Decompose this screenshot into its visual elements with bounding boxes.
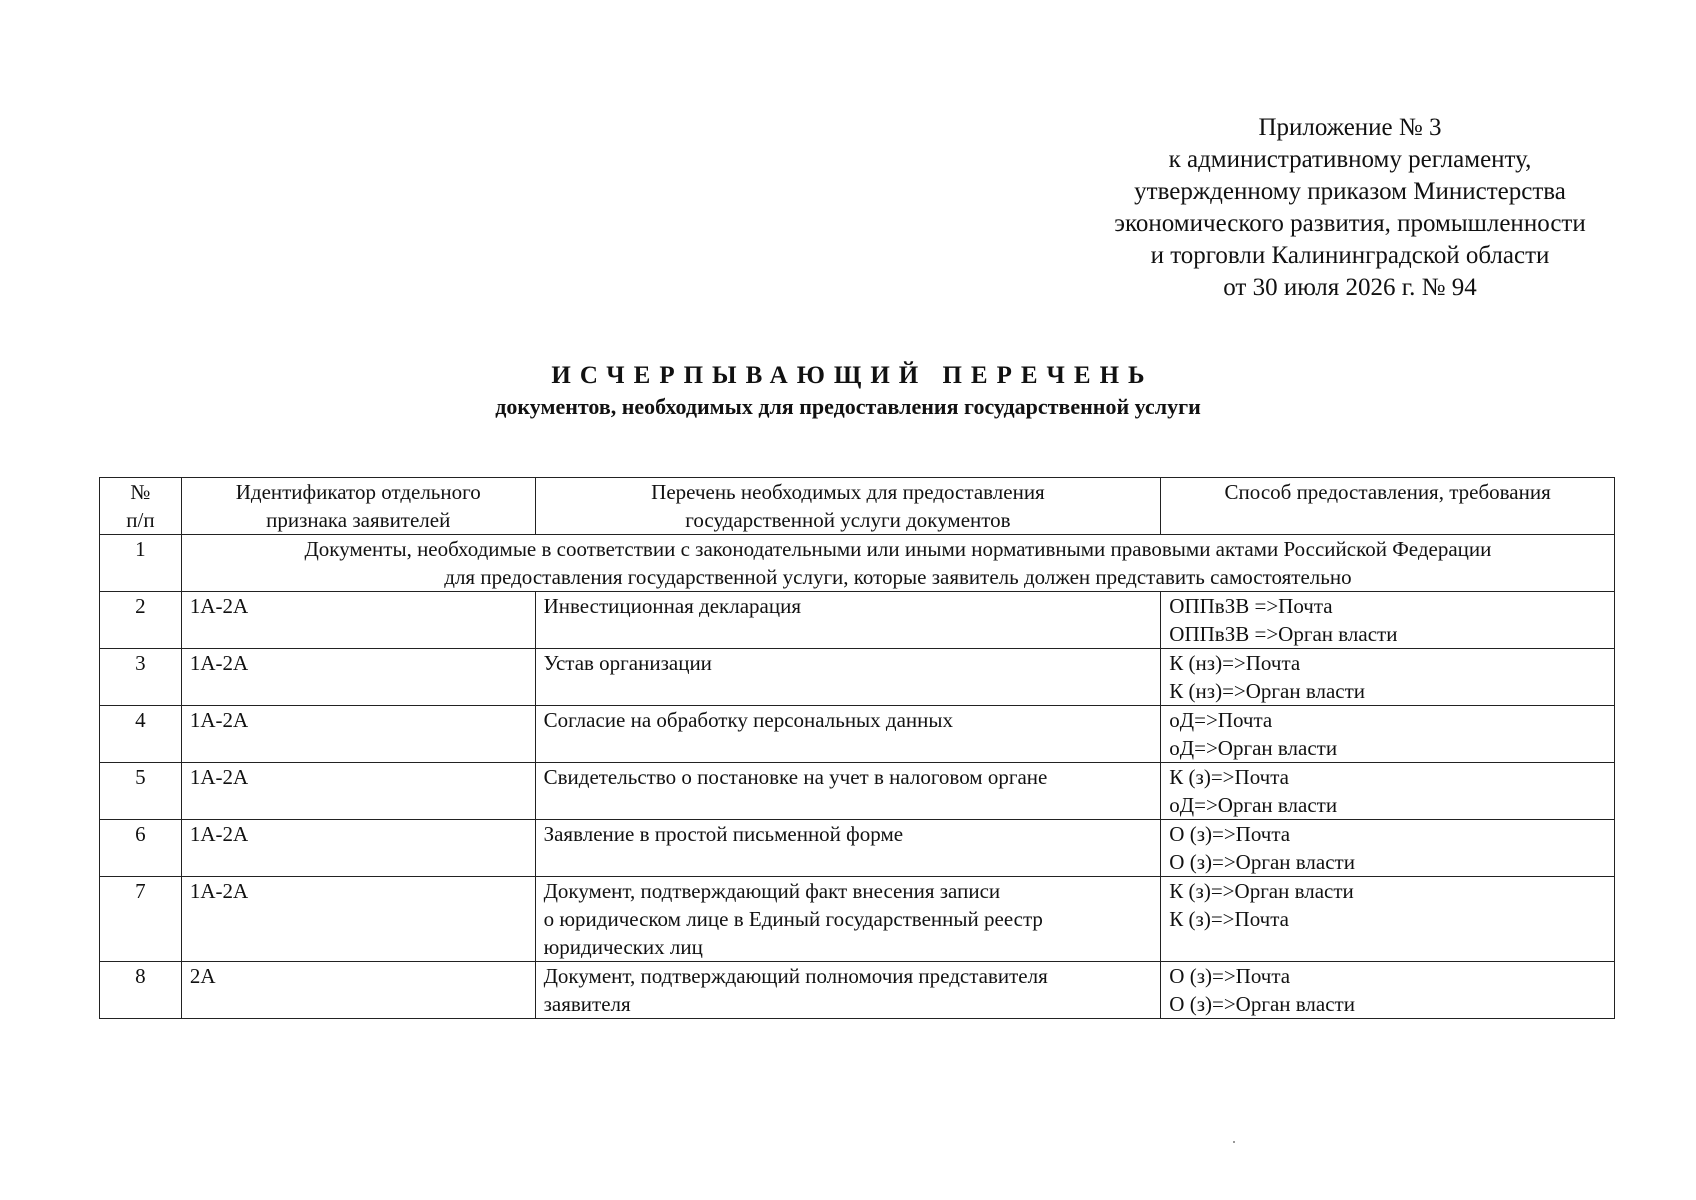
method-line: ОППвЗВ =>Почта (1169, 594, 1333, 618)
header-text: признака заявителей (266, 508, 451, 532)
row-number: 3 (100, 649, 182, 706)
method-line: оД=>Почта (1169, 708, 1273, 732)
header-text: государственной услуги документов (685, 508, 1011, 532)
appendix-line: утвержденному приказом Министерства (1134, 178, 1566, 205)
table-row (100, 763, 1615, 820)
header-text: Способ предоставления, требования (1224, 480, 1551, 504)
header-applicant-id (181, 478, 535, 535)
appendix-line: и торговли Калининградской области (1150, 242, 1550, 269)
method-line: К (з)=>Почта (1169, 907, 1289, 931)
applicant-id: 1А-2А (181, 706, 535, 763)
section-line: Документы, необходимые в соответствии с законодательными или иными нормативными правовыми актами Российской Федерации (304, 537, 1492, 561)
document-title: ИСЧЕРПЫВАЮЩИЙ ПЕРЕЧЕНЬ (551, 362, 1154, 389)
applicant-id: 2А (181, 962, 535, 1019)
header-method (1161, 478, 1615, 535)
appendix-line: от 30 июля 2026 г. № 94 (1223, 274, 1477, 301)
row-number: 7 (100, 877, 182, 962)
header-text: Идентификатор отдельного (235, 480, 481, 504)
method-line: О (з)=>Почта (1169, 964, 1291, 988)
table-row (100, 592, 1615, 649)
submission-method (1161, 763, 1615, 820)
applicant-id: 1А-2А (181, 820, 535, 877)
header-number (100, 478, 182, 535)
table-header-row (100, 478, 1615, 535)
method-line: К (нз)=>Почта (1169, 651, 1301, 675)
table-row (100, 877, 1615, 962)
section-row (100, 535, 1615, 592)
document-line: Заявление в простой письменной форме (543, 822, 904, 846)
applicant-id: 1А-2А (181, 649, 535, 706)
section-text (181, 535, 1614, 592)
appendix-line: экономического развития, промышленности (1114, 210, 1586, 237)
header-text: № (130, 480, 151, 504)
section-line: для предоставления государственной услуги, которые заявитель должен представить самостоятельно (444, 565, 1352, 589)
row-number: 1 (100, 535, 182, 592)
submission-method (1161, 877, 1615, 962)
document-line: Свидетельство о постановке на учет в налоговом органе (543, 765, 1048, 789)
document-name (535, 820, 1161, 877)
applicant-id: 1А-2А (181, 877, 535, 962)
document-line: Документ, подтверждающий факт внесения записи (543, 879, 1001, 903)
submission-method (1161, 592, 1615, 649)
row-number: 5 (100, 763, 182, 820)
appendix-line: Приложение № 3 (1258, 114, 1442, 141)
document-name (535, 592, 1161, 649)
table-row (100, 706, 1615, 763)
documents-table (99, 477, 1615, 1019)
method-line: К (з)=>Почта (1169, 765, 1289, 789)
document-heading (0, 360, 1696, 422)
document-name (535, 877, 1161, 962)
row-number: 8 (100, 962, 182, 1019)
document-line: Документ, подтверждающий полномочия представителя (543, 964, 1048, 988)
row-number: 2 (100, 592, 182, 649)
method-line: ОППвЗВ =>Орган власти (1169, 622, 1398, 646)
submission-method (1161, 706, 1615, 763)
submission-method (1161, 649, 1615, 706)
document-line: о юридическом лице в Единый государственный реестр (543, 907, 1043, 931)
appendix-block (1060, 112, 1640, 304)
header-documents (535, 478, 1161, 535)
table-row (100, 962, 1615, 1019)
table-row (100, 820, 1615, 877)
document-name (535, 706, 1161, 763)
method-line: О (з)=>Почта (1169, 822, 1291, 846)
appendix-line: к административному регламенту, (1168, 146, 1532, 173)
submission-method (1161, 820, 1615, 877)
applicant-id: 1А-2А (181, 592, 535, 649)
method-line: О (з)=>Орган власти (1169, 992, 1355, 1016)
document-line: Устав организации (543, 651, 712, 675)
method-line: К (нз)=>Орган власти (1169, 679, 1366, 703)
method-line: оД=>Орган власти (1169, 736, 1338, 760)
row-number: 6 (100, 820, 182, 877)
document-line: заявителя (543, 992, 631, 1016)
document-name (535, 763, 1161, 820)
submission-method (1161, 962, 1615, 1019)
document-name (535, 962, 1161, 1019)
table-row (100, 649, 1615, 706)
document-line: юридических лиц (543, 935, 703, 959)
document-line: Инвестиционная декларация (543, 594, 802, 618)
document-subtitle: документов, необходимых для предоставления государственной услуги (495, 394, 1201, 419)
document-name (535, 649, 1161, 706)
header-text: п/п (126, 508, 155, 532)
method-line: О (з)=>Орган власти (1169, 850, 1355, 874)
document-line: Согласие на обработку персональных данных (543, 708, 954, 732)
row-number: 4 (100, 706, 182, 763)
scan-speck (1233, 1141, 1235, 1143)
header-text: Перечень необходимых для предоставления (651, 480, 1045, 504)
applicant-id: 1А-2А (181, 763, 535, 820)
method-line: К (з)=>Орган власти (1169, 879, 1354, 903)
method-line: оД=>Орган власти (1169, 793, 1338, 817)
